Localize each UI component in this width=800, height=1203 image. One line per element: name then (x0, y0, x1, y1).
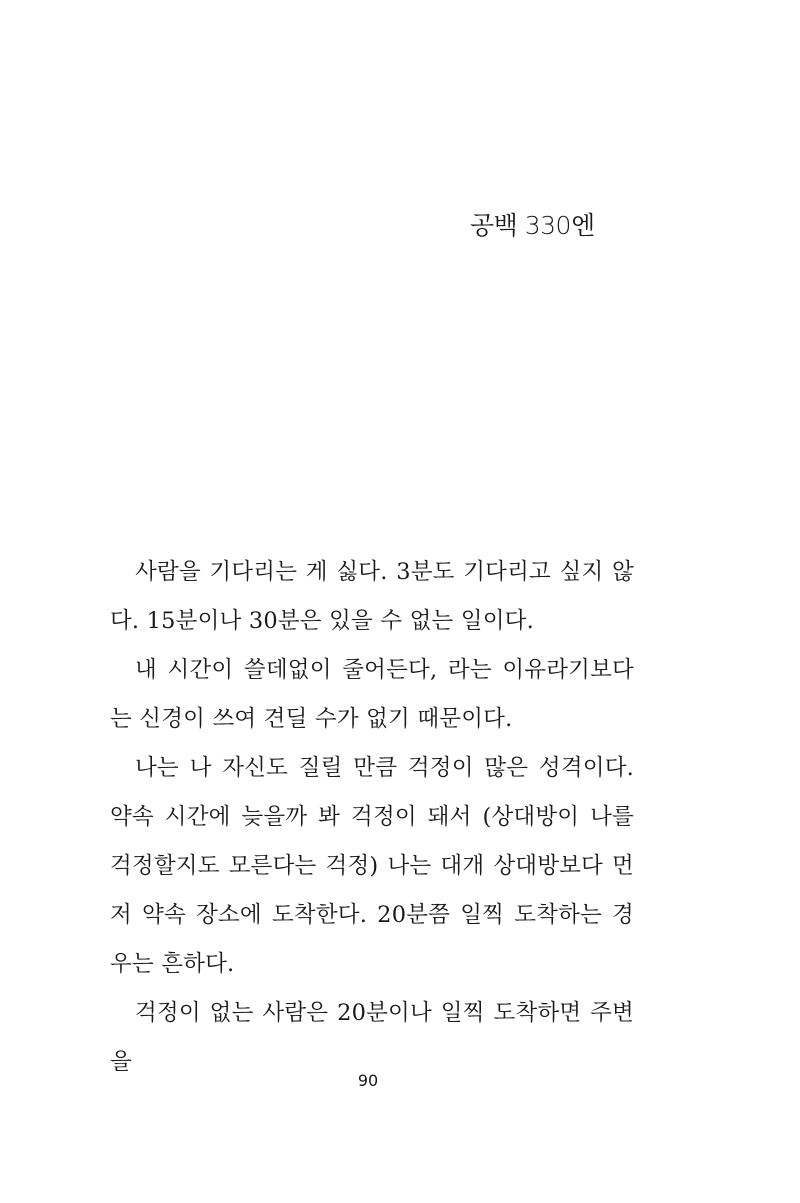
paragraph-2: 내 시간이 쓸데없이 줄어든다, 라는 이유라기보다는 신경이 쓰여 견딜 수가 없기 때문이다. (110, 657, 634, 732)
body-text (110, 548, 634, 1087)
paragraph-4: 걱정이 없는 사람은 20분이나 일찍 도착하면 주변을 (110, 1000, 634, 1075)
page-number: 90 (357, 1071, 379, 1090)
chapter-title: 공백 330엔 (470, 211, 595, 240)
paragraph-1: 사람을 기다리는 게 싫다. 3분도 기다리고 싶지 않다. 15분이나 30분은 있을 수 없는 일이다. (110, 559, 634, 634)
paragraph-3: 나는 나 자신도 질릴 만큼 걱정이 많은 성격이다. 약속 시간에 늦을까 봐 걱정이 돼서 (상대방이 나를 걱정할지도 모른다는 걱정) 나는 대개 상대방보다 먼저 약속 장소에 도착한다. 20분쯤 일찍 도착하는 경우는 흔하다. (110, 755, 634, 977)
